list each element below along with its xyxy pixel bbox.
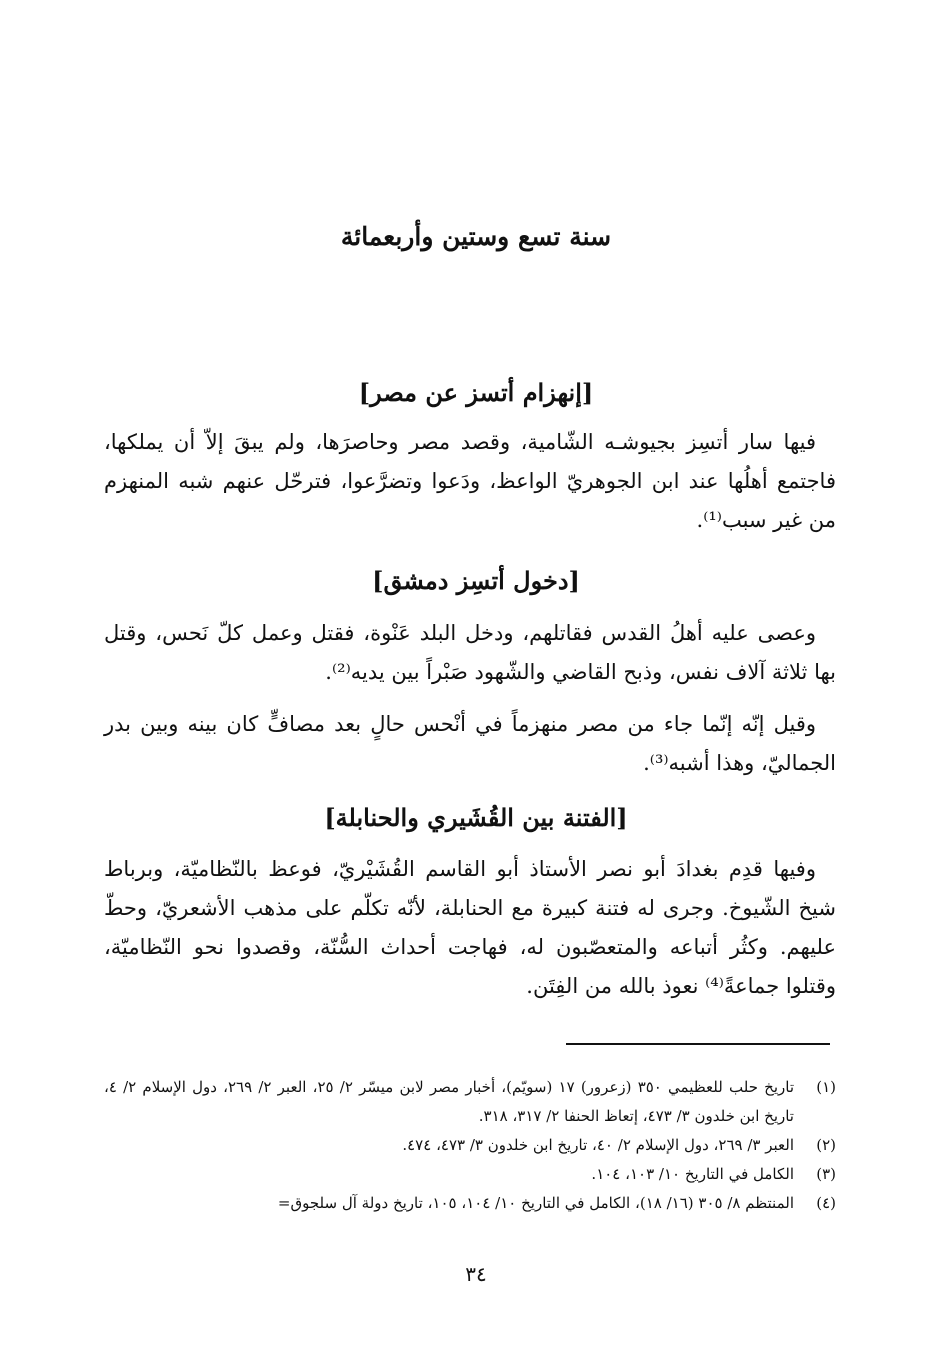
footnote-text: تاريخ حلب للعظيمي ٣٥٠ (زعرور) ١٧ (سويّم)، أخبار مصر لابن ميسّر ٢/ ٢٥، العبر ٢/ ٢٦٩، دول الإسلام ٢/ ٤، تاريخ ابن خلدون ٣/ ٤٧٣، إتعاظ الحنفا ٢/ ٣١٧، ٣١٨. [104,1078,795,1125]
section-heading: [دخول أتسِز دمشق] [372,566,580,595]
paragraph: وفيها قدِم بغدادَ أبو نصر الأستاذ أبو القاسم القُشَيْريّ، فوعظ بالنّظاميّة، وبرباط شيخ الشّيوخ. وجرى له فتنة كبيرة مع الحنابلة، لأنّه تكلّم على مذهب الأشعريّ، وحطّ عليهم. وكثُر أتباعه والمتعصّبون له، فهاجت أحداث السُّنّة، وقصدوا نحو النّظاميّة، وقتلوا جماعةً⁽⁴⁾ نعوذ بالله من الفِتَن. [104,857,836,998]
footnote-number: (٢) [816,1136,836,1154]
footnote-number: (٣) [816,1165,836,1183]
footnote-item [104,1160,836,1189]
footnote-number: (٤) [816,1194,836,1212]
paragraph: وقيل إنّه إنّما جاء من مصر منهزماً في أنْحس حالٍ بعد مصافٍّ كان بينه وبين بدر الجماليّ، وهذا أشبه⁽³⁾. [104,712,836,775]
footnote-text: العبر ٣/ ٢٦٩، دول الإسلام ٢/ ٤٠، تاريخ ابن خلدون ٣/ ٤٧٣، ٤٧٤. [402,1136,794,1154]
section-heading: [الفتنة بين القُشَيري والحنابلة] [324,803,628,832]
footnote-item [104,1131,836,1160]
page-number: ٣٤ [465,1262,487,1286]
page-title: سنة تسع وستين وأربعمائة [340,222,612,251]
footnote-number: (١) [816,1078,836,1096]
footnote-item [104,1189,836,1218]
footnotes [104,1073,836,1218]
footnote-separator [566,1043,830,1045]
footnote-text: المنتظم ٨/ ٣٠٥ (١٦/ ١٨)، الكامل في التاريخ ١٠/ ١٠٤، ١٠٥، تاريخ دولة آل سلجوق= [277,1194,794,1212]
paragraph: وعصى عليه أهلُ القدس فقاتلهم، ودخل البلد عَنْوة، فقتل وعمل كلّ نَحس، وقتل بها ثلاثة آلاف نفس، وذبح القاضي والشّهود صَبْراً بين يديه⁽²⁾. [104,621,836,684]
section-heading: [إنهزام أتسز عن مصر] [358,378,594,407]
footnote-text: الكامل في التاريخ ١٠/ ١٠٣، ١٠٤. [591,1165,794,1183]
paragraph: فيها سار أتسِز بجيوشـه الشّامية، وقصد مصر وحاصرَها، ولم يبقَ إلاّ أن يملكها، فاجتمع أهلُها عند ابن الجوهريّ الواعظ، ودَعوا وتضرَّعوا، فترحّل عنهم شبه المنهزم من غير سبب⁽¹⁾. [104,430,836,532]
footnote-item [104,1073,836,1131]
